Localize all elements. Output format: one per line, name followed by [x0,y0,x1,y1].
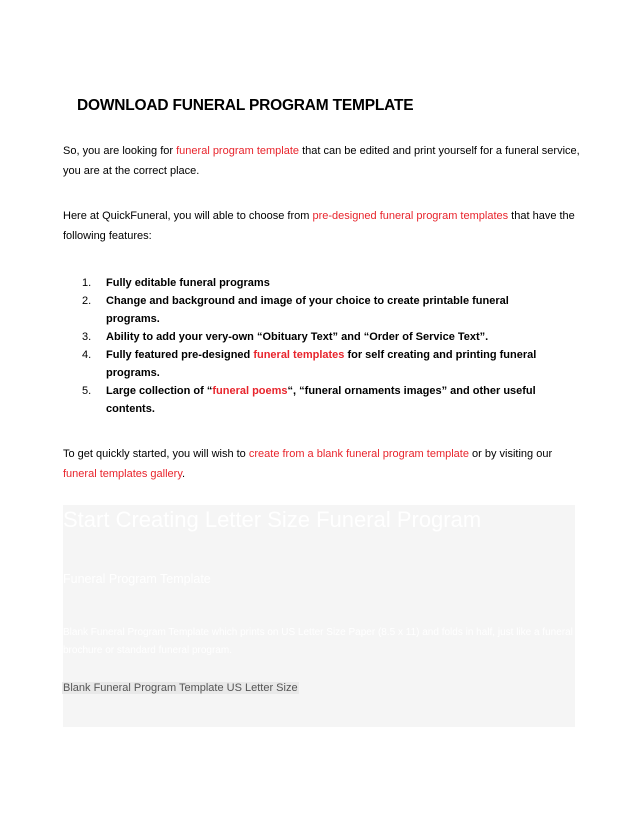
card-heading: Start Creating Letter Size Funeral Program [63,507,482,532]
list-item-text: Change and background and image of your choice to create printable funeral programs. [106,295,509,325]
funeral-templates-link[interactable]: funeral templates [253,349,345,361]
list-number: 5. [82,385,92,397]
list-item [82,292,552,328]
get-started-paragraph [63,444,583,484]
funeral-poems-link[interactable]: funeral poems [212,385,288,397]
list-item-text: Large collection of “ [106,385,213,397]
list-item [82,328,552,346]
list-number: 1. [82,277,92,289]
choose-text: Here at QuickFuneral, you will able to choose from [63,210,313,222]
list-item-text-end: “, “funeral ornaments images” and other useful contents. [106,385,536,415]
intro-text: So, you are looking for [63,145,177,157]
templates-gallery-link[interactable]: funeral templates gallery [63,468,183,480]
card-template-link[interactable]: Blank Funeral Program Template US Letter Size [63,682,298,694]
list-number: 2. [82,295,92,307]
list-number: 3. [82,331,92,343]
list-item-text: Fully editable funeral programs [106,277,270,289]
intro-paragraph [63,141,583,181]
list-number: 4. [82,349,92,361]
pre-designed-templates-link[interactable]: pre-designed funeral program templates [312,210,509,222]
funeral-program-template-link[interactable]: funeral program template [176,145,300,157]
list-item-text: Fully featured pre-designed [106,349,254,361]
intro-text-end: that can be edited and print yourself for a funeral service, you are at the correct place. [63,145,580,177]
card-subheading: Funeral Program Template [63,572,211,586]
blank-template-link[interactable]: create from a blank funeral program template [248,448,469,460]
list-item [82,274,552,292]
choose-paragraph [63,206,583,246]
list-item-text-end: for self creating and printing funeral programs. [106,349,537,379]
features-list [82,274,552,418]
get-started-text-end: . [182,468,186,480]
get-started-text-mid: or by visiting our [468,448,553,460]
list-item-text: Ability to add your very-own “Obituary Text” and “Order of Service Text”. [106,331,489,343]
choose-text-end: that have the following features: [63,210,575,242]
list-item [82,346,552,382]
page-title: DOWNLOAD FUNERAL PROGRAM TEMPLATE [77,97,414,114]
get-started-text: To get quickly started, you will wish to [63,448,249,460]
list-item [82,382,552,418]
card-description: Blank Funeral Program Template which prints on US Letter Size Paper (8.5 x 11) and folds in half, just like a funeral brochure or standard funeral program. [63,627,573,656]
